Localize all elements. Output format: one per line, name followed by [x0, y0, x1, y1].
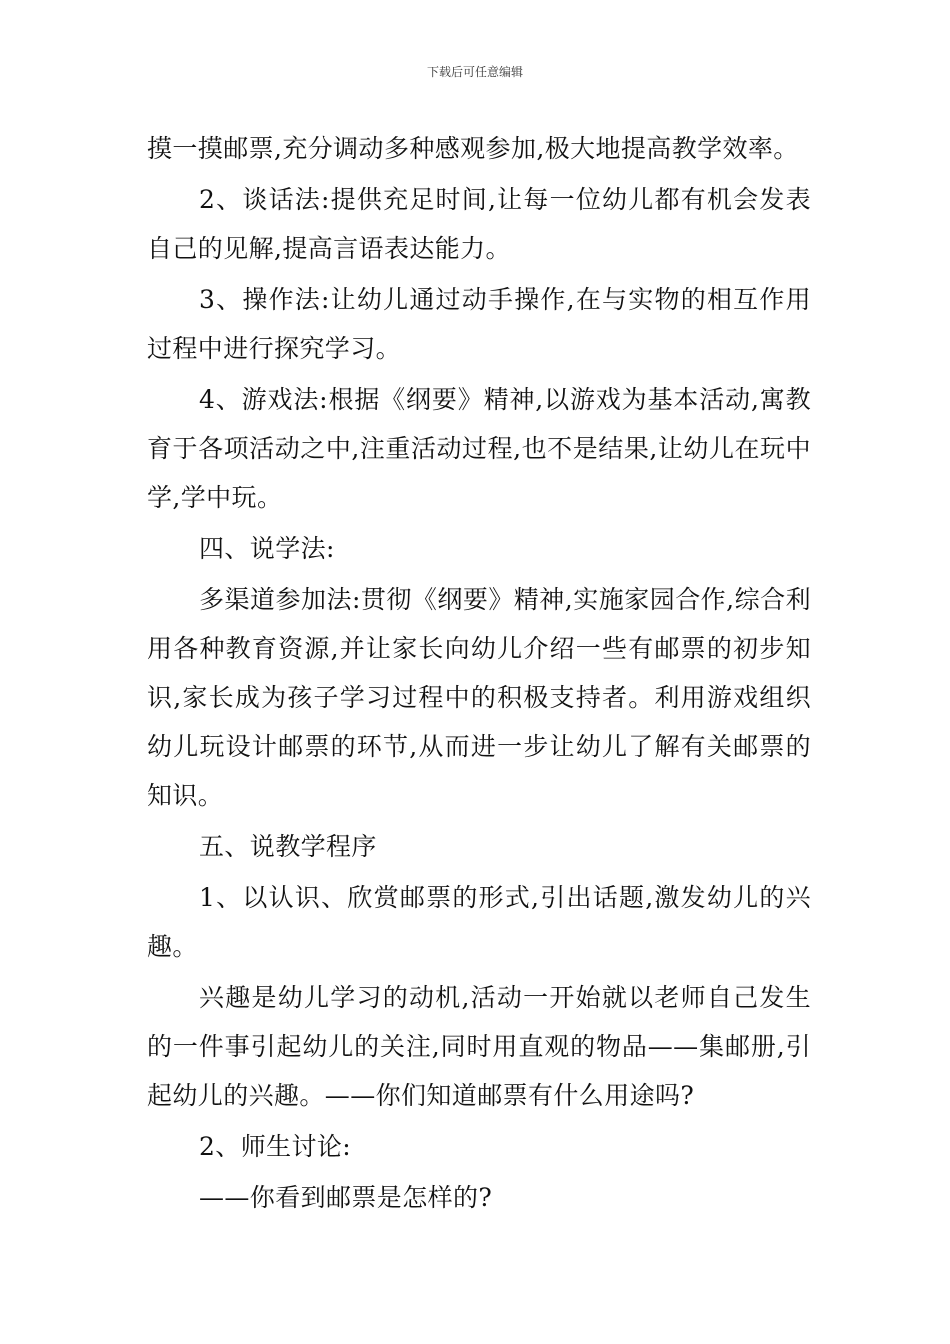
paragraph: 2、谈话法:提供充足时间,让每一位幼儿都有机会发表自己的见解,提高言语表达能力。 — [147, 185, 811, 263]
paragraph: 4、游戏法:根据《纲要》精神,以游戏为基本活动,寓教育于各项活动之中,注重活动过程,也不是结果,让幼儿在玩中学,学中玩。 — [147, 385, 811, 512]
section-heading: 五、说教学程序 — [199, 832, 377, 861]
paragraph: ——你看到邮票是怎样的? — [199, 1183, 493, 1212]
page-header-watermark: 下载后可任意编辑 — [426, 65, 523, 79]
paragraph: 摸一摸邮票,充分调动多种感观参加,极大地提高教学效率。 — [147, 134, 799, 163]
document-body — [147, 124, 811, 1224]
paragraph: 1、以认识、欣赏邮票的形式,引出话题,激发幼儿的兴趣。 — [147, 883, 811, 961]
paragraph: 3、操作法:让幼儿通过动手操作,在与实物的相互作用过程中进行探究学习。 — [147, 285, 811, 363]
section-heading: 四、说学法: — [199, 534, 335, 563]
paragraph: 兴趣是幼儿学习的动机,活动一开始就以老师自己发生的一件事引起幼儿的关注,同时用直观的物品——集邮册,引起幼儿的兴趣。——你们知道邮票有什么用途吗? — [147, 983, 811, 1110]
paragraph: 多渠道参加法:贯彻《纲要》精神,实施家园合作,综合利用各种教育资源,并让家长向幼儿介绍一些有邮票的初步知识,家长成为孩子学习过程中的积极支持者。利用游戏组织幼儿玩设计邮票的环节,从而进一步让幼儿了解有关邮票的知识。 — [147, 585, 811, 810]
paragraph: 2、师生讨论: — [199, 1132, 352, 1161]
